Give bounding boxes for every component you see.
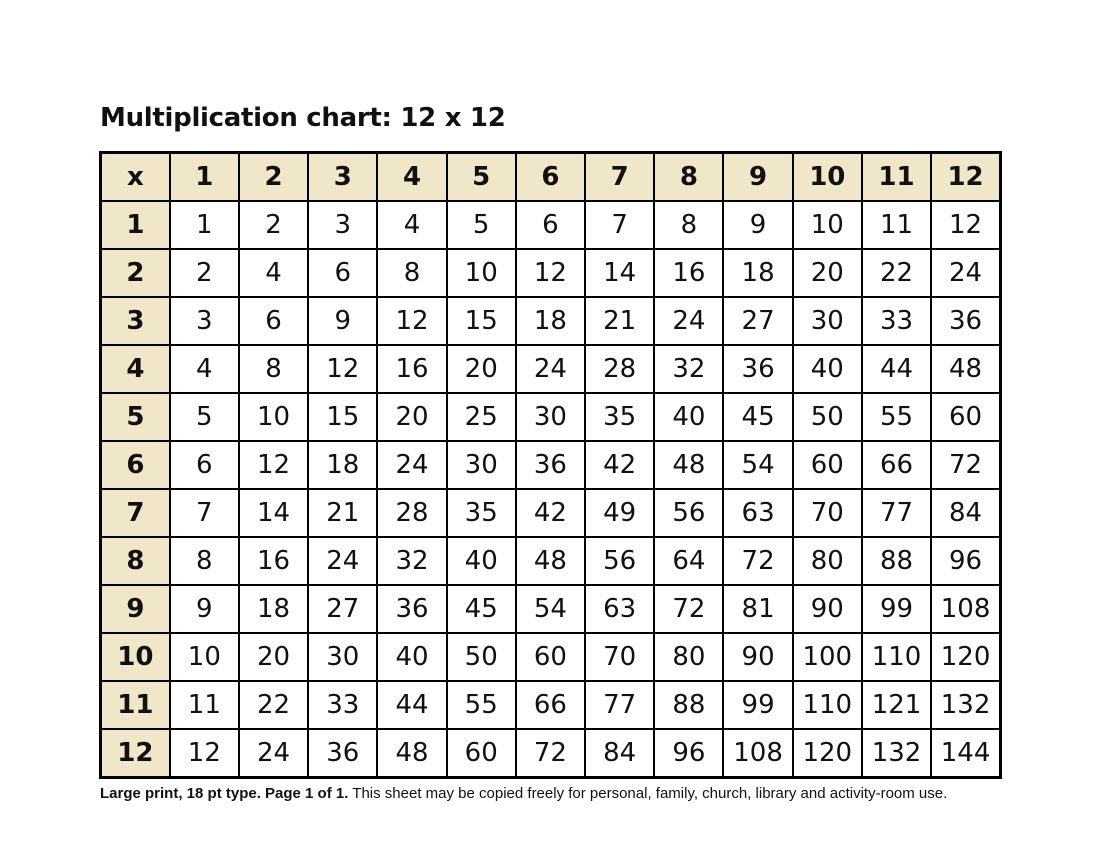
product-cell: 30 <box>308 633 377 681</box>
product-cell: 54 <box>516 585 585 633</box>
table-row <box>101 489 1001 537</box>
product-cell: 42 <box>516 489 585 537</box>
product-cell: 21 <box>308 489 377 537</box>
product-cell: 60 <box>931 393 1000 441</box>
table-row <box>101 393 1001 441</box>
product-cell: 20 <box>447 345 516 393</box>
product-cell: 12 <box>170 729 239 778</box>
product-cell: 4 <box>377 201 446 249</box>
product-cell: 88 <box>862 537 931 585</box>
product-cell: 18 <box>516 297 585 345</box>
product-cell: 132 <box>931 681 1000 729</box>
product-cell: 18 <box>239 585 308 633</box>
product-cell: 11 <box>170 681 239 729</box>
product-cell: 20 <box>239 633 308 681</box>
footer-text: This sheet may be copied freely for personal, family, church, library and activity-room use. <box>348 785 948 802</box>
product-cell: 48 <box>516 537 585 585</box>
product-cell: 7 <box>585 201 654 249</box>
product-cell: 8 <box>170 537 239 585</box>
product-cell: 24 <box>239 729 308 778</box>
product-cell: 6 <box>170 441 239 489</box>
product-cell: 72 <box>516 729 585 778</box>
table-row <box>101 201 1001 249</box>
header-row <box>101 153 1001 202</box>
row-header: 1 <box>101 201 170 249</box>
row-header: 6 <box>101 441 170 489</box>
row-header: 12 <box>101 729 170 778</box>
product-cell: 36 <box>377 585 446 633</box>
product-cell: 24 <box>654 297 723 345</box>
product-cell: 72 <box>931 441 1000 489</box>
product-cell: 56 <box>585 537 654 585</box>
product-cell: 55 <box>447 681 516 729</box>
product-cell: 6 <box>308 249 377 297</box>
product-cell: 45 <box>447 585 516 633</box>
product-cell: 96 <box>931 537 1000 585</box>
column-header: 9 <box>723 153 792 202</box>
product-cell: 63 <box>723 489 792 537</box>
corner-cell: x <box>101 153 170 202</box>
product-cell: 22 <box>862 249 931 297</box>
product-cell: 15 <box>447 297 516 345</box>
product-cell: 16 <box>654 249 723 297</box>
column-header: 2 <box>239 153 308 202</box>
product-cell: 18 <box>308 441 377 489</box>
product-cell: 90 <box>723 633 792 681</box>
product-cell: 4 <box>239 249 308 297</box>
product-cell: 12 <box>931 201 1000 249</box>
product-cell: 10 <box>170 633 239 681</box>
product-cell: 80 <box>654 633 723 681</box>
product-cell: 121 <box>862 681 931 729</box>
product-cell: 10 <box>793 201 862 249</box>
product-cell: 30 <box>516 393 585 441</box>
row-header: 11 <box>101 681 170 729</box>
product-cell: 36 <box>308 729 377 778</box>
product-cell: 6 <box>239 297 308 345</box>
table-row <box>101 345 1001 393</box>
product-cell: 24 <box>377 441 446 489</box>
row-header: 5 <box>101 393 170 441</box>
product-cell: 60 <box>447 729 516 778</box>
product-cell: 36 <box>931 297 1000 345</box>
product-cell: 10 <box>239 393 308 441</box>
product-cell: 24 <box>931 249 1000 297</box>
table-row <box>101 297 1001 345</box>
product-cell: 25 <box>447 393 516 441</box>
product-cell: 28 <box>377 489 446 537</box>
product-cell: 10 <box>447 249 516 297</box>
row-header: 8 <box>101 537 170 585</box>
product-cell: 12 <box>377 297 446 345</box>
row-header: 2 <box>101 249 170 297</box>
table-row <box>101 441 1001 489</box>
column-header: 3 <box>308 153 377 202</box>
product-cell: 20 <box>377 393 446 441</box>
product-cell: 66 <box>862 441 931 489</box>
product-cell: 72 <box>654 585 723 633</box>
table-row <box>101 633 1001 681</box>
product-cell: 55 <box>862 393 931 441</box>
product-cell: 4 <box>170 345 239 393</box>
product-cell: 50 <box>793 393 862 441</box>
product-cell: 35 <box>585 393 654 441</box>
product-cell: 11 <box>862 201 931 249</box>
product-cell: 50 <box>447 633 516 681</box>
product-cell: 120 <box>793 729 862 778</box>
product-cell: 77 <box>862 489 931 537</box>
product-cell: 12 <box>239 441 308 489</box>
product-cell: 108 <box>723 729 792 778</box>
product-cell: 48 <box>931 345 1000 393</box>
product-cell: 3 <box>308 201 377 249</box>
column-header: 11 <box>862 153 931 202</box>
table-row <box>101 729 1001 778</box>
footer-lead: Large print, 18 pt type. Page 1 of 1. <box>100 785 349 802</box>
multiplication-table <box>99 151 1002 779</box>
table-row <box>101 537 1001 585</box>
table-row <box>101 249 1001 297</box>
product-cell: 63 <box>585 585 654 633</box>
column-header: 10 <box>793 153 862 202</box>
product-cell: 84 <box>585 729 654 778</box>
table-row <box>101 681 1001 729</box>
product-cell: 72 <box>723 537 792 585</box>
product-cell: 14 <box>239 489 308 537</box>
product-cell: 64 <box>654 537 723 585</box>
product-cell: 100 <box>793 633 862 681</box>
column-header: 1 <box>170 153 239 202</box>
column-header: 5 <box>447 153 516 202</box>
product-cell: 24 <box>516 345 585 393</box>
product-cell: 44 <box>862 345 931 393</box>
product-cell: 5 <box>170 393 239 441</box>
product-cell: 27 <box>723 297 792 345</box>
product-cell: 35 <box>447 489 516 537</box>
product-cell: 21 <box>585 297 654 345</box>
product-cell: 6 <box>516 201 585 249</box>
product-cell: 60 <box>516 633 585 681</box>
product-cell: 40 <box>447 537 516 585</box>
product-cell: 9 <box>170 585 239 633</box>
table-body <box>101 153 1001 778</box>
product-cell: 12 <box>308 345 377 393</box>
product-cell: 45 <box>723 393 792 441</box>
product-cell: 70 <box>793 489 862 537</box>
product-cell: 7 <box>170 489 239 537</box>
product-cell: 77 <box>585 681 654 729</box>
product-cell: 88 <box>654 681 723 729</box>
column-header: 7 <box>585 153 654 202</box>
product-cell: 3 <box>170 297 239 345</box>
product-cell: 8 <box>239 345 308 393</box>
product-cell: 40 <box>377 633 446 681</box>
product-cell: 108 <box>931 585 1000 633</box>
product-cell: 54 <box>723 441 792 489</box>
column-header: 8 <box>654 153 723 202</box>
product-cell: 9 <box>308 297 377 345</box>
product-cell: 120 <box>931 633 1000 681</box>
product-cell: 33 <box>308 681 377 729</box>
product-cell: 60 <box>793 441 862 489</box>
product-cell: 27 <box>308 585 377 633</box>
column-header: 12 <box>931 153 1000 202</box>
table-row <box>101 585 1001 633</box>
product-cell: 42 <box>585 441 654 489</box>
product-cell: 1 <box>170 201 239 249</box>
product-cell: 40 <box>793 345 862 393</box>
product-cell: 20 <box>793 249 862 297</box>
product-cell: 80 <box>793 537 862 585</box>
product-cell: 14 <box>585 249 654 297</box>
product-cell: 30 <box>793 297 862 345</box>
product-cell: 9 <box>723 201 792 249</box>
product-cell: 66 <box>516 681 585 729</box>
footer-note <box>100 784 1010 804</box>
product-cell: 81 <box>723 585 792 633</box>
row-header: 9 <box>101 585 170 633</box>
product-cell: 132 <box>862 729 931 778</box>
product-cell: 36 <box>723 345 792 393</box>
page-title: Multiplication chart: 12 x 12 <box>100 103 506 133</box>
product-cell: 99 <box>862 585 931 633</box>
row-header: 10 <box>101 633 170 681</box>
row-header: 4 <box>101 345 170 393</box>
column-header: 6 <box>516 153 585 202</box>
product-cell: 5 <box>447 201 516 249</box>
product-cell: 96 <box>654 729 723 778</box>
product-cell: 22 <box>239 681 308 729</box>
product-cell: 12 <box>516 249 585 297</box>
product-cell: 16 <box>377 345 446 393</box>
column-header: 4 <box>377 153 446 202</box>
product-cell: 28 <box>585 345 654 393</box>
product-cell: 2 <box>239 201 308 249</box>
product-cell: 84 <box>931 489 1000 537</box>
product-cell: 110 <box>862 633 931 681</box>
product-cell: 8 <box>377 249 446 297</box>
product-cell: 15 <box>308 393 377 441</box>
product-cell: 44 <box>377 681 446 729</box>
product-cell: 8 <box>654 201 723 249</box>
product-cell: 2 <box>170 249 239 297</box>
row-header: 3 <box>101 297 170 345</box>
product-cell: 70 <box>585 633 654 681</box>
product-cell: 32 <box>377 537 446 585</box>
row-header: 7 <box>101 489 170 537</box>
product-cell: 32 <box>654 345 723 393</box>
product-cell: 99 <box>723 681 792 729</box>
product-cell: 16 <box>239 537 308 585</box>
product-cell: 48 <box>654 441 723 489</box>
product-cell: 24 <box>308 537 377 585</box>
product-cell: 40 <box>654 393 723 441</box>
product-cell: 49 <box>585 489 654 537</box>
product-cell: 33 <box>862 297 931 345</box>
product-cell: 48 <box>377 729 446 778</box>
product-cell: 110 <box>793 681 862 729</box>
product-cell: 56 <box>654 489 723 537</box>
product-cell: 90 <box>793 585 862 633</box>
product-cell: 36 <box>516 441 585 489</box>
product-cell: 30 <box>447 441 516 489</box>
product-cell: 18 <box>723 249 792 297</box>
product-cell: 144 <box>931 729 1000 778</box>
